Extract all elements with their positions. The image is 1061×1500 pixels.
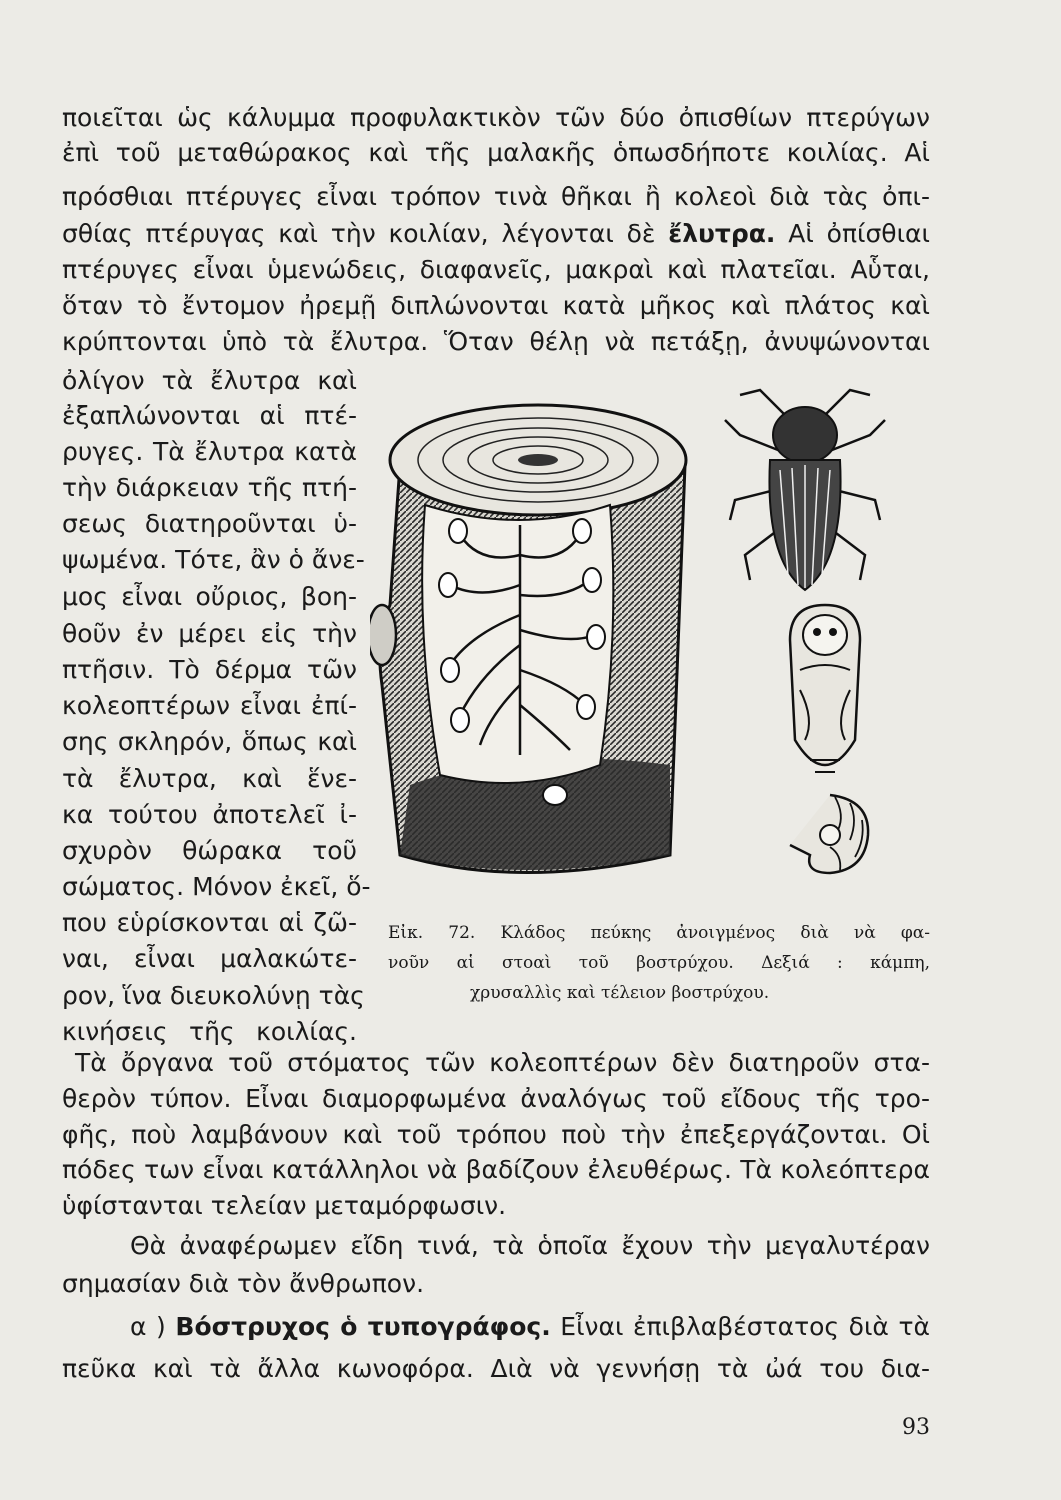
text-line: πτέρυγες εἶναι ὑμενώδεις, διαφανεῖς, μακραὶ καὶ πλατεῖαι. Αὗται,: [62, 255, 930, 284]
figure-caption-line: χρυσαλλὶς καὶ τέλειον βοστρύχου.: [470, 983, 770, 1003]
text-line: ὑφίστανται τελείαν μεταμόρφωσιν.: [62, 1191, 507, 1220]
text-line: τὴν διάρκειαν τῆς πτή-: [62, 473, 357, 502]
text-line: σώματος. Μόνον ἐκεῖ, ὅ-: [62, 872, 371, 901]
text-line: θερὸν τύπον. Εἶναι διαμορφωμένα ἀναλόγως τοῦ εἴδους τῆς τρο-: [62, 1084, 930, 1113]
text-line: πρόσθιαι πτέρυγες εἶναι τρόπον τινὰ θῆκαι ἢ κολεοὶ διὰ τὰς ὀπι-: [62, 182, 930, 211]
bold-term-bostrychus: Βόστρυχος ὁ τυπογράφος.: [175, 1312, 551, 1341]
text-line: [130, 1310, 930, 1344]
text-line: κρύπτονται ὑπὸ τὰ ἔλυτρα. Ὅταν θέλῃ νὰ πετάξῃ, ἀνυψώνονται: [62, 327, 930, 356]
text-line: ψωμένα. Τότε, ἂν ὁ ἄνε-: [62, 545, 365, 574]
page-number: 93: [902, 1415, 930, 1440]
text-line: ὅταν τὸ ἔντομον ἠρεμῇ διπλώνονται κατὰ μῆκος καὶ πλάτος καὶ: [62, 291, 930, 320]
adult-beetle-illustration: [720, 380, 890, 600]
text-line: φῆς, ποὺ λαμβάνουν καὶ τοῦ τρόπου ποὺ τὴν ἐπεξεργάζονται. Οἱ: [62, 1120, 930, 1149]
text-line: πόδες των εἶναι κατάλληλοι νὰ βαδίζουν ἐλευθέρως. Τὰ κολεόπτερα: [62, 1155, 930, 1184]
pupa-illustration: [770, 600, 880, 790]
text-line: σεως διατηροῦνται ὑ-: [62, 509, 357, 538]
figure-caption-line: νοῦν αἱ στοαὶ τοῦ βοστρύχου. Δεξιά : κάμπη,: [388, 953, 930, 973]
bold-term-elytra: ἔλυτρα.: [668, 219, 776, 248]
text-line: σης σκληρόν, ὅπως καὶ: [62, 727, 357, 756]
text-line: κα τούτου ἀποτελεῖ ἰ-: [62, 800, 357, 829]
text-line: ἐπὶ τοῦ μεταθώρακος καὶ τῆς μαλακῆς ὁπωσδήποτε κοιλίας. Αἱ: [62, 138, 930, 167]
text-line: σχυρὸν θώρακα τοῦ: [62, 836, 357, 865]
text-line: μος εἶναι οὔριος, βοη-: [62, 582, 357, 611]
text-line: που εὑρίσκονται αἱ ζῶ-: [62, 908, 357, 937]
text-line: κολεοπτέρων εἶναι ἐπί-: [62, 691, 357, 720]
text-line: κινήσεις τῆς κοιλίας.: [62, 1017, 357, 1046]
text-line: ὀλίγον τὰ ἔλυτρα καὶ: [62, 366, 357, 395]
text-line: θοῦν ἐν μέρει εἰς τὴν: [62, 619, 357, 648]
text-line: Τὰ ὄργανα τοῦ στόματος τῶν κολεοπτέρων δὲν διατηροῦν στα-: [75, 1048, 930, 1077]
text-line: [62, 217, 930, 251]
text-line: πτῆσιν. Τὸ δέρμα τῶν: [62, 655, 357, 684]
text-line: τὰ ἔλυτρα, καὶ ἕνε-: [62, 764, 357, 793]
text-span: Εἶναι ἐπιβλαβέστατος διὰ τὰ: [550, 1312, 931, 1341]
text-line: ποιεῖται ὡς κάλυμμα προφυλακτικὸν τῶν δύο ὀπισθίων πτερύγων: [62, 103, 930, 132]
text-line: ἐξαπλώνονται αἱ πτέ-: [62, 401, 357, 430]
text-span: Αἱ ὀπίσθιαι: [775, 219, 930, 248]
list-marker: α ): [130, 1312, 166, 1341]
text-line: Θὰ ἀναφέρωμεν εἴδη τινά, τὰ ὁποῖα ἔχουν τὴν μεγαλυτέραν: [130, 1231, 930, 1260]
larva-illustration: [770, 785, 880, 885]
text-line: ρυγες. Τὰ ἔλυτρα κατὰ: [62, 437, 357, 466]
text-line: σημασίαν διὰ τὸν ἄνθρωπον.: [62, 1269, 425, 1298]
pine-log-illustration: [370, 385, 700, 890]
text-line: ναι, εἶναι μαλακώτε-: [62, 944, 357, 973]
figure-caption-line: Εἰκ. 72. Κλάδος πεύκης ἀνοιγμένος διὰ νὰ φα-: [388, 923, 930, 943]
text-line: πεῦκα καὶ τὰ ἄλλα κωνοφόρα. Διὰ νὰ γεννήσῃ τὰ ὠά του δια-: [62, 1354, 930, 1383]
text-span: σθίας πτέρυγας καὶ τὴν κοιλίαν, λέγονται δὲ: [62, 219, 669, 248]
text-line: ρον, ἵνα διευκολύνῃ τὰς: [62, 981, 365, 1010]
